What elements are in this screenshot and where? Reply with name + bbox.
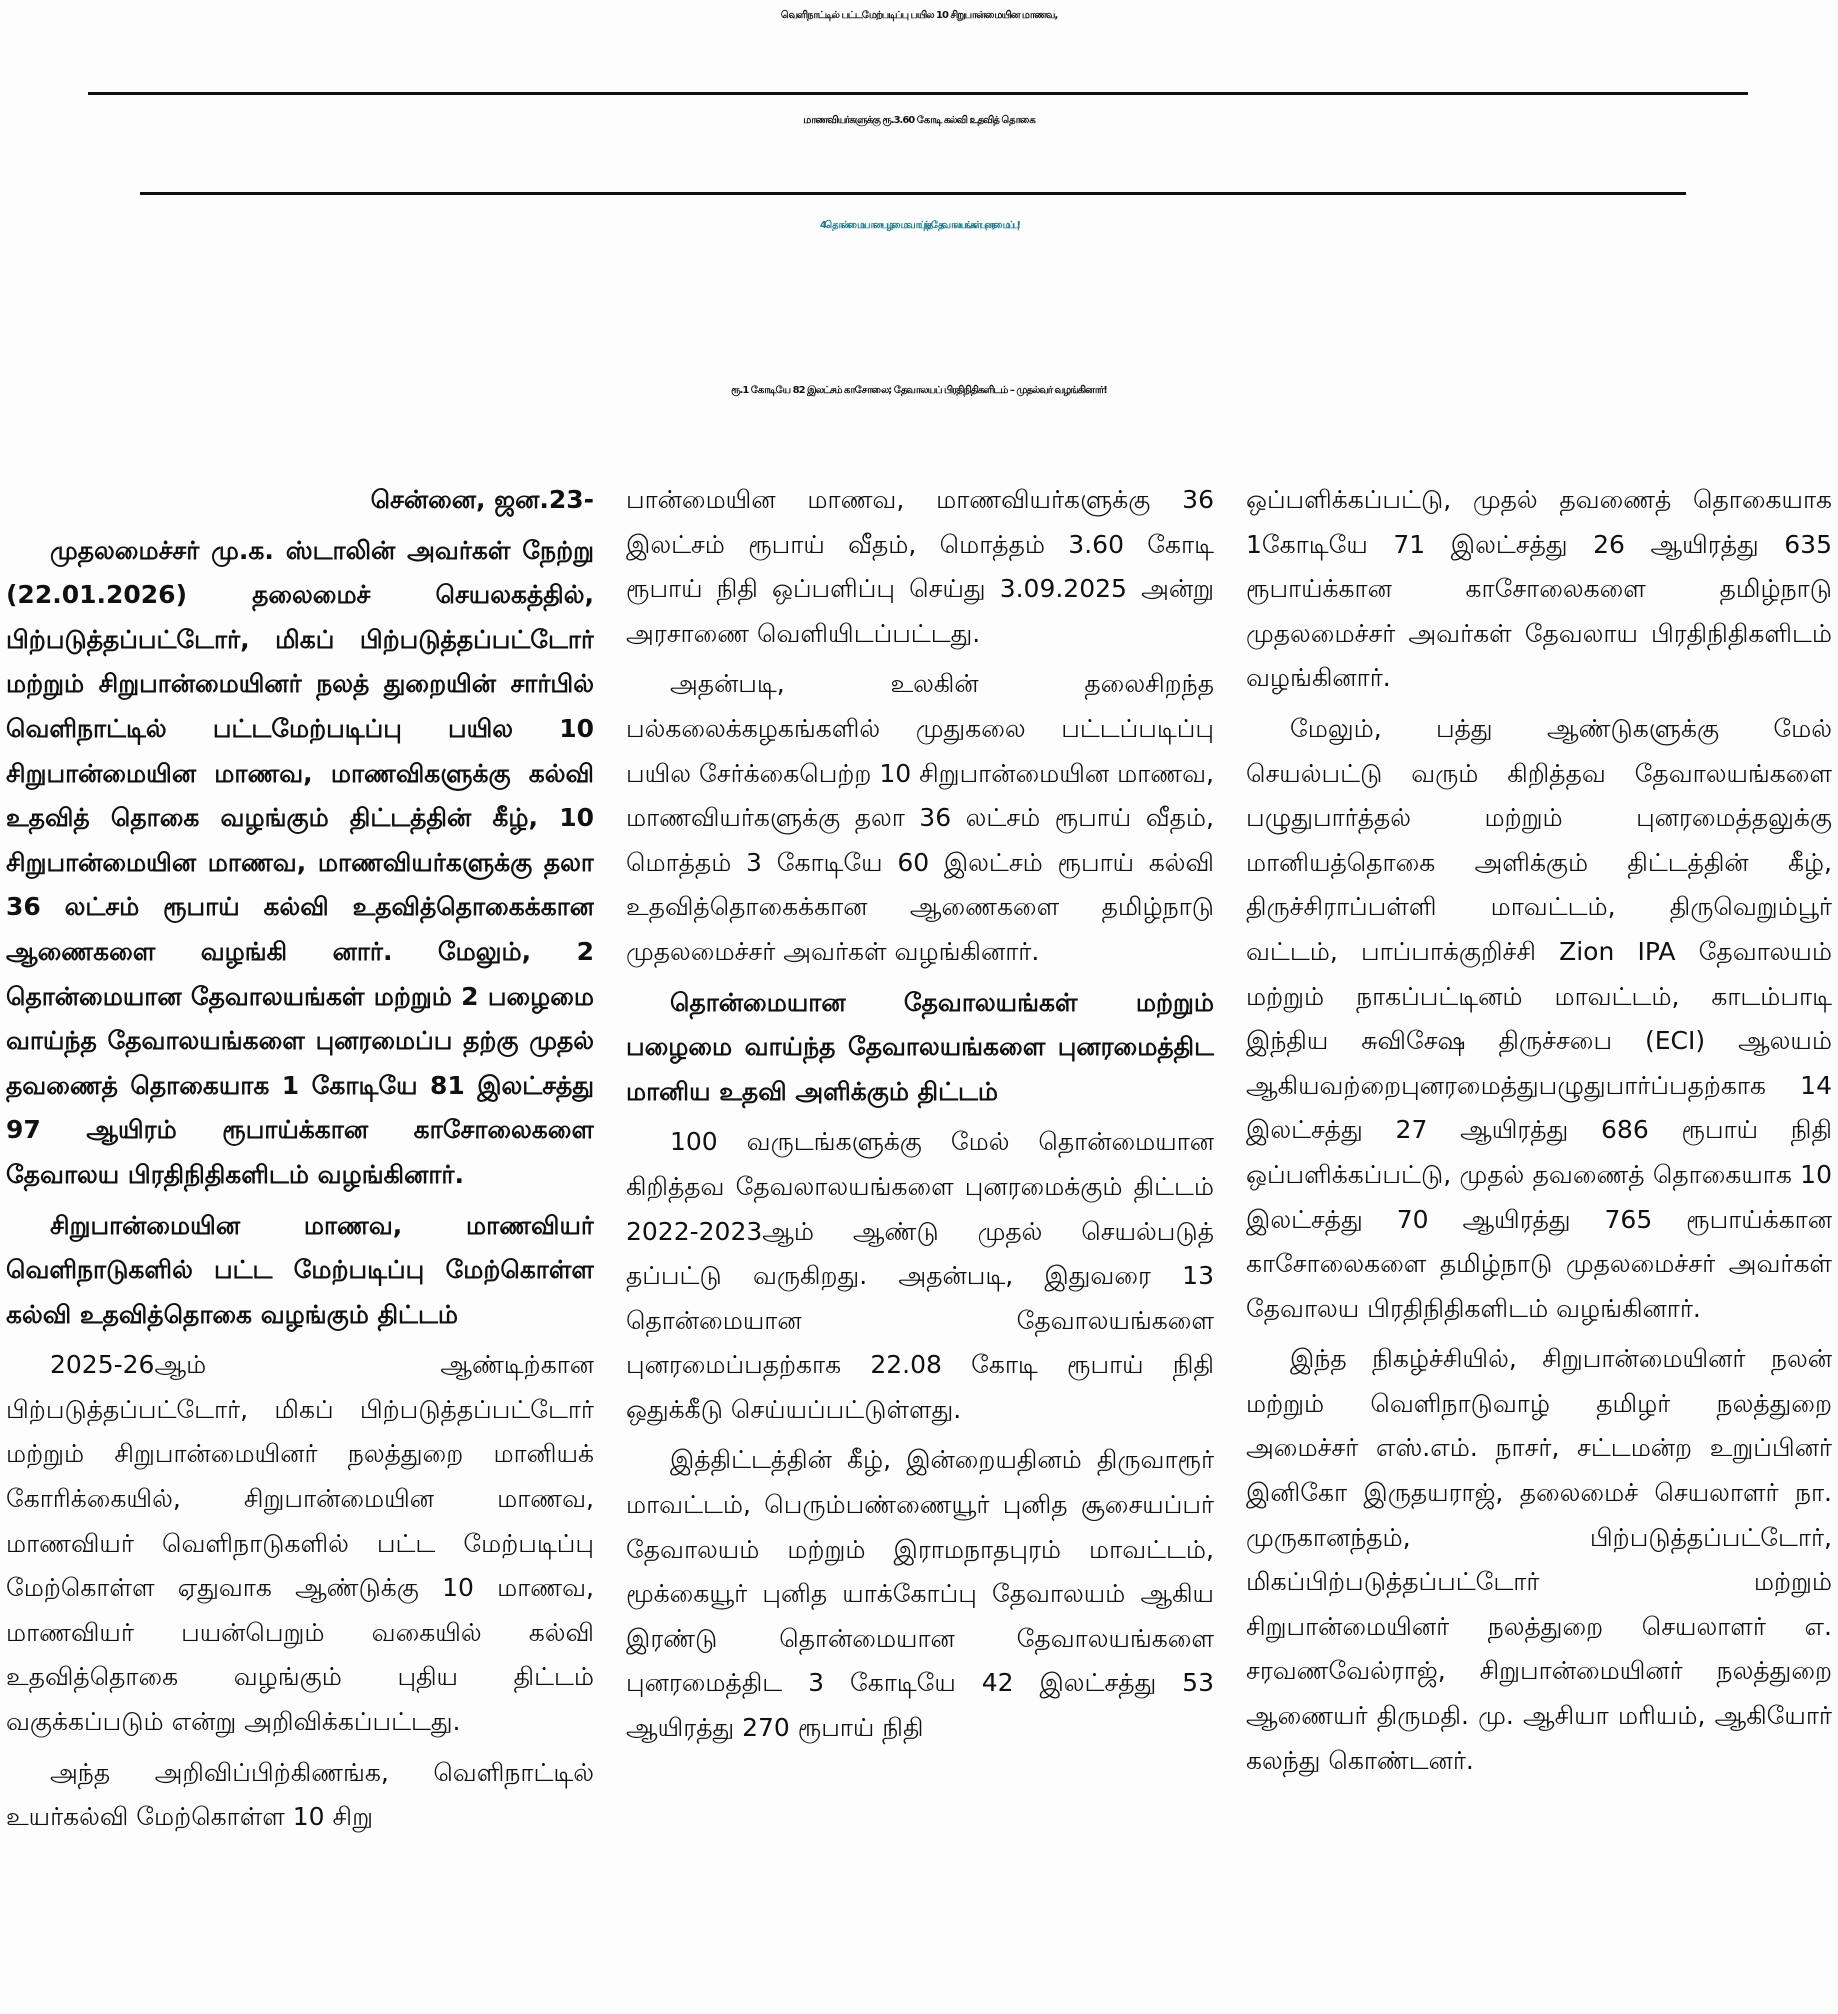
kicker-underline [88,92,1748,95]
main-headline: 4 தொன்மையான - பழமை வாய்ந்த தேவாலயங்கள் புனரமைப்பு! [819,220,1019,231]
article-column-2 [626,478,1214,2008]
article-column-1 [6,478,594,2008]
sub-headline: ரூ.1 கோடியே 82 இலட்சம் காசோலை; தேவாலயப் பிரதிநிதிகளிடம் – முதல்வர் வழங்கினார்! [731,385,1107,396]
paragraph: முதலமைச்சர் மு.க. ஸ்டாலின் அவர்கள் நேற்று (22.01.2026) தலைமைச் செயலகத்தில், பிற்படுத்தப்பட்டோர், மிகப் பிற்படுத்தப்பட்டோர் மற்றும் சிறுபான்மையினர் நலத் துறையின் சார்பில் வெளிநாட்டில் பட்டமேற்படிப்பு பயில 10 சிறுபான்மையின மாணவ, மாணவிகளுக்கு கல்வி உதவித் தொகை வழங்கும் திட்டத்தின் கீழ், 10 சிறுபான்மையின மாணவ, மாணவியர்களுக்கு தலா 36 லட்சம் ரூபாய் கல்வி உதவித்தொகைக்கான ஆணைகளை வழங்கி னார். மேலும், 2 தொன்மையான தேவாலயங்கள் மற்றும் 2 பழைமை வாய்ந்த தேவாலயங்களை புனரமைப்ப தற்கு முதல் தவணைத் தொகையாக 1 கோடியே 81 இலட்சத்து 97 ஆயிரம் ரூபாய்க்கான காசோலைகளை தேவாலய பிரதிநிதிகளிடம் வழங்கினார். [6,535,594,1189]
paragraph: அதன்படி, உலகின் தலைசிறந்த பல்கலைக்கழகங்களில் முதுகலை பட்டப்படிப்பு பயில சேர்க்கைபெற்ற 10 சிறுபான்மையின மாணவ, மாணவியர்களுக்கு தலா 36 லட்சம் ரூபாய் வீதம், மொத்தம் 3 கோடியே 60 இலட்சம் ரூபாய் கல்வி உதவித்தொகைக்கான ஆணைகளை தமிழ்நாடு முதலமைச்சர் அவர்கள் வழங்கினார். [626,669,1214,966]
paragraph: ஒப்பளிக்கப்பட்டு, முதல் தவணைத் தொகையாக 1கோடியே 71 இலட்சத்து 26 ஆயிரத்து 635 ரூபாய்க்கான காசோலைகளை தமிழ்நாடு முதலமைச்சர் அவர்கள் தேவலாய பிரதிநிதிகளிடம் வழங்கினார். [1246,485,1832,693]
paragraph: அந்த அறிவிப்பிற்கிணங்க, வெளிநாட்டில் உயர்கல்வி மேற்கொள்ள 10 சிறு [6,1757,594,1832]
dateline: சென்னை, ஜன.23- [370,485,594,514]
article-column-3 [1246,478,1832,2008]
headline-kicker-line1: வெளிநாட்டில் பட்டமேற்படிப்பு பயில 10 சிறுபான்மையின மாணவ, [780,10,1058,21]
headline-kicker-line2: மாணவியர்களுக்கு ரூ.3.60 கோடி கல்வி உதவித் தொகை [803,115,1035,126]
paragraph: இந்த நிகழ்ச்சியில், சிறுபான்மையினர் நலன் மற்றும் வெளிநாடுவாழ் தமிழர் நலத்துறை அமைச்சர் எஸ்.எம். நாசர், சட்டமன்ற உறுப்பினர் இனிகோ இருதயராஜ், தலைமைச் செயலாளர் நா. முருகானந்தம், பிற்படுத்தப்பட்டோர், மிகப்பிற்படுத்தப்பட்டோர் மற்றும் சிறுபான்மையினர் நலத்துறை செயலாளர் எ. சரவணவேல்ராஜ், சிறுபான்மையினர் நலத்துறை ஆணையர் திருமதி. மு. ஆசியா மரியம், ஆகியோர் கலந்து கொண்டனர். [1246,1344,1832,1775]
kicker-underline [140,192,1686,195]
paragraph: 2025-26ஆம் ஆண்டிற்கான பிற்படுத்தப்பட்டோர், மிகப் பிற்படுத்தப்பட்டோர் மற்றும் சிறுபான்மையினர் நலத்துறை மானியக் கோரிக்கையில், சிறுபான்மையின மாணவ, மாணவியர் வெளிநாடுகளில் பட்ட மேற்படிப்பு மேற்கொள்ள ஏதுவாக ஆண்டுக்கு 10 மாணவ, மாணவியர் பயன்பெறும் வகையில் கல்வி உதவித்தொகை வழங்கும் புதிய திட்டம் வகுக்கப்படும் என்று அறிவிக்கப்பட்டது. [6,1350,594,1737]
subheading: சிறுபான்மையின மாணவ, மாணவியர் வெளிநாடுகளில் பட்ட மேற்படிப்பு மேற்கொள்ள கல்வி உதவித்தொகை வழங்கும் திட்டம் [6,1210,594,1329]
paragraph: 100 வருடங்களுக்கு மேல் தொன்மையான கிறித்தவ தேவலாலயங்களை புனரமைக்கும் திட்டம் 2022-2023ஆம் ஆண்டு முதல் செயல்படுத் தப்பட்டு வருகிறது. அதன்படி, இதுவரை 13 தொன்மையான தேவாலயங்களை புனரமைப்பதற்காக 22.08 கோடி ரூபாய் நிதி ஒதுக்கீடு செய்யப்பட்டுள்ளது. [626,1127,1214,1424]
paragraph: பான்மையின மாணவ, மாணவியர்களுக்கு 36 இலட்சம் ரூபாய் வீதம், மொத்தம் 3.60 கோடி ரூபாய் நிதி ஒப்பளிப்பு செய்து 3.09.2025 அன்று அரசாணை வெளியிடப்பட்டது. [626,485,1214,648]
subheading: தொன்மையான தேவாலயங்கள் மற்றும் பழைமை வாய்ந்த தேவாலயங்களை புனரமைத்திட மானிய உதவி அளிக்கும் திட்டம் [626,987,1214,1106]
paragraph: இத்திட்டத்தின் கீழ், இன்றையதினம் திருவாரூர் மாவட்டம், பெரும்பண்ணையூர் புனித சூசையப்பர் தேவாலயம் மற்றும் இராமநாதபுரம் மாவட்டம், மூக்கையூர் புனித யாக்கோப்பு தேவாலயம் ஆகிய இரண்டு தொன்மையான தேவாலயங்களை புனரமைத்திட 3 கோடியே 42 இலட்சத்து 53 ஆயிரத்து 270 ரூபாய் நிதி [626,1445,1214,1743]
paragraph: மேலும், பத்து ஆண்டுகளுக்கு மேல் செயல்பட்டு வரும் கிறித்தவ தேவாலயங்களை பழுதுபார்த்தல் மற்றும் புனரமைத்தலுக்கு மானியத்தொகை அளிக்கும் திட்டத்தின் கீழ், திருச்சிராப்பள்ளி மாவட்டம், திருவெறும்பூர் வட்டம், பாப்பாக்குறிச்சி Zion IPA தேவாலயம் மற்றும் நாகப்பட்டினம் மாவட்டம், காடம்பாடி இந்திய சுவிசேஷ திருச்சபை (ECI) ஆலயம் ஆகியவற்றைபுனரமைத்துபழுதுபார்ப்பதற்காக 14 இலட்சத்து 27 ஆயிரத்து 686 ரூபாய் நிதி ஒப்பளிக்கப்பட்டு, முதல் தவணைத் தொகையாக 10 இலட்சத்து 70 ஆயிரத்து 765 ரூபாய்க்கான காசோலைகளை தமிழ்நாடு முதலமைச்சர் அவர்கள் தேவாலய பிரதிநிதிகளிடம் வழங்கினார். [1246,713,1832,1323]
